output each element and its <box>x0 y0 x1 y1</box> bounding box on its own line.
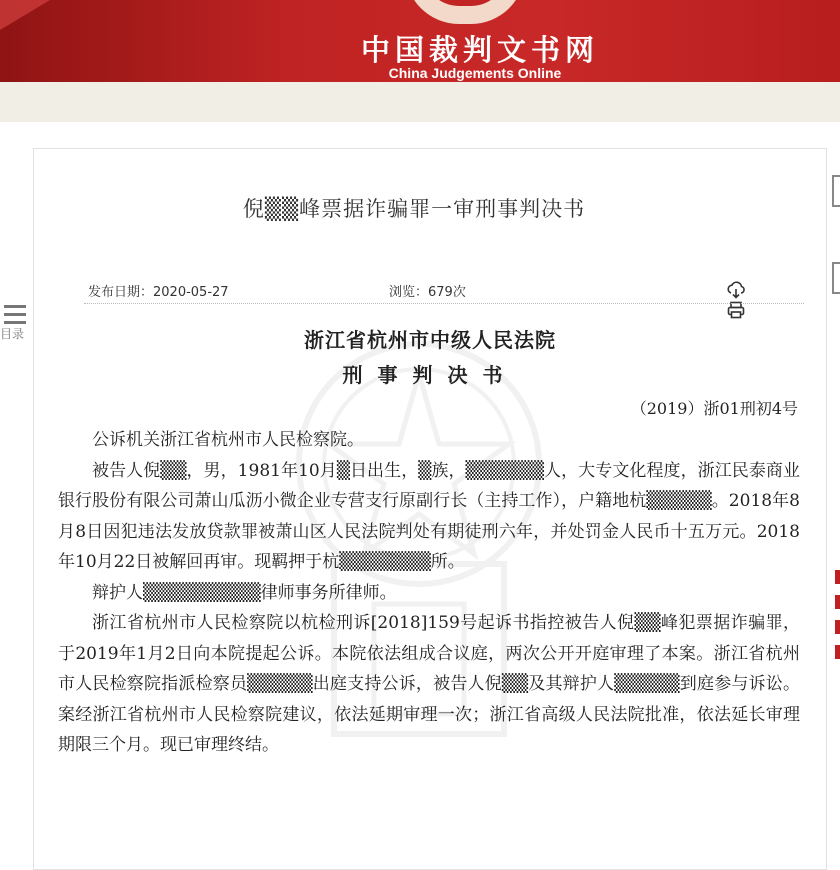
doc-actions <box>726 279 776 301</box>
emblem-icon <box>405 0 525 24</box>
download-icon[interactable] <box>726 280 746 300</box>
toc-label: 目录 <box>0 327 25 341</box>
paragraph: 辩护人▒▒▒▒▒▒▒▒▒律师事务所律师。 <box>92 582 397 603</box>
case-number: （2019）浙01刑初4号 <box>630 399 798 418</box>
right-red-markers <box>835 570 840 670</box>
document-type: 刑事判决书 <box>342 363 518 387</box>
nav-band <box>0 82 840 122</box>
paragraph: 被告人倪▒▒，男，1981年10月▒日出生，▒族，▒▒▒▒▒▒人，大专文化程度，浙江民泰商业银行股份有限公司萧山瓜沥小微企业专营支行原副行长（主持工作），户籍地杭▒▒▒▒▒。2018年8月8日因犯违法发放贷款罪被萧山区人民法院判处有期徒刑六年，并处罚金人民币十五万元。2018年10月22日被解回再审。现羁押于杭▒▒▒▒▒▒▒所。 <box>58 460 800 572</box>
site-header <box>0 0 840 82</box>
right-tool-button[interactable] <box>832 262 840 294</box>
paragraph: 公诉机关浙江省杭州市人民检察院。 <box>92 430 364 450</box>
paragraph: 浙江省杭州市人民检察院以杭检刑诉[2018]159号起诉书指控被告人倪▒▒峰犯票据诈骗罪，于2019年1月2日向本院提起公诉。本院依法组成合议庭，两次公开开庭审理了本案。浙江省杭州市人民检察院指派检察员▒▒▒▒▒出庭支持公诉，被告人倪▒▒及其辩护人▒▒▒▒▒到庭参与诉讼。案经浙江省杭州市人民检察院建议，依法延期审理一次；浙江省高级人民法院批准，依法延长审理期限三个月。现已审理终结。 <box>58 613 800 755</box>
site-subtitle: China Judgements Online <box>388 65 562 81</box>
document-title: 倪▒▒峰票据诈骗罪一审刑事判决书 <box>242 197 586 221</box>
view-count: 浏览：679次 <box>389 285 466 300</box>
site-title[interactable]: 中国裁判文书网 <box>360 33 599 67</box>
menu-icon <box>4 305 26 324</box>
right-toolbar <box>832 175 840 349</box>
header-decoration <box>0 0 50 30</box>
document-panel <box>33 148 827 870</box>
court-name: 浙江省杭州市中级人民法院 <box>304 328 556 352</box>
publish-date: 发布日期：2020-05-27 <box>88 285 229 300</box>
toc-button[interactable] <box>0 305 30 342</box>
document-body <box>58 425 800 761</box>
divider <box>84 303 804 304</box>
right-tool-button[interactable] <box>832 175 840 207</box>
